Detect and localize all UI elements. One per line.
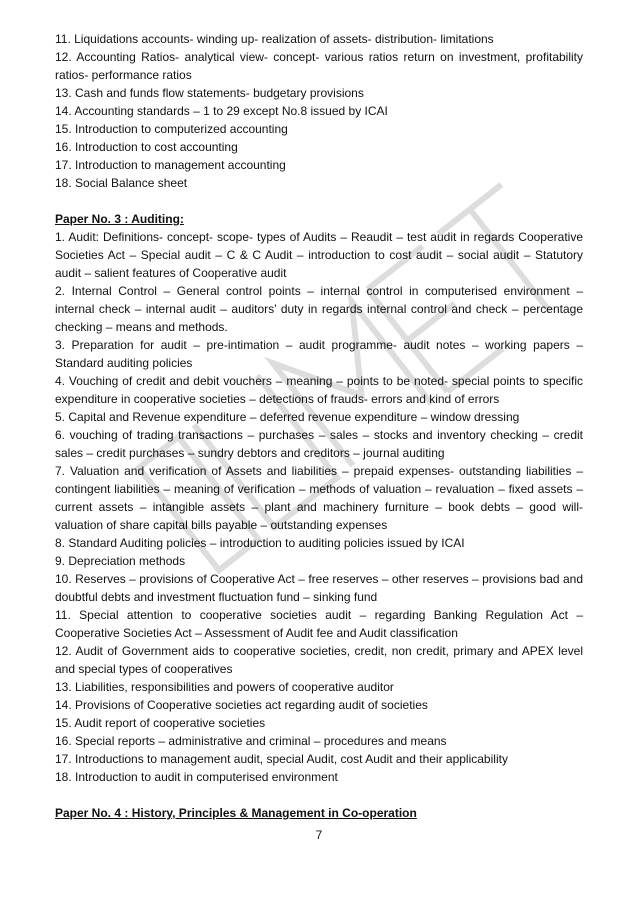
paper-3-heading: Paper No. 3 : Auditing: — [55, 212, 184, 226]
list-item: 14. Provisions of Cooperative societies act regarding audit of societies — [55, 698, 428, 712]
list-item: 1. Audit: Definitions- concept- scope- types of Audits – Reaudit – test audit in regards Cooperative Societies Act – Special audit – C & C Audit – introduction to cost audit – social audit – Statutory audit – salient features of Cooperative audit — [55, 230, 583, 280]
list-item: 16. Special reports – administrative and criminal – procedures and means — [55, 734, 447, 748]
list-item: 13. Cash and funds flow statements- budgetary provisions — [55, 86, 364, 100]
list-item: 12. Accounting Ratios- analytical view- concept- various ratios return on investment, profitability ratios- performance ratios — [55, 50, 583, 82]
accounting-topic-list — [55, 30, 583, 192]
list-item: 17. Introductions to management audit, special Audit, cost Audit and their applicability — [55, 752, 508, 766]
list-item: 9. Depreciation methods — [55, 554, 186, 568]
list-item: 15. Introduction to computerized accounting — [55, 122, 288, 136]
list-item: 2. Internal Control – General control points – internal control in computerised environment – internal check – internal audit – auditors’ duty in regards internal control and check – percentage checking – means and methods. — [55, 284, 583, 334]
list-item: 15. Audit report of cooperative societies — [55, 716, 266, 730]
list-item: 6. vouching of trading transactions – purchases – sales – stocks and inventory checking – credit sales – credit purchases – sundry debtors and creditors – journal auditing — [55, 428, 583, 460]
paper-4-heading: Paper No. 4 : History, Principles & Management in Co-operation — [55, 806, 417, 820]
list-item: 10. Reserves – provisions of Cooperative Act – free reserves – other reserves – provisions bad and doubtful debts and investment fluctuation fund – sinking fund — [55, 572, 583, 604]
list-item: 17. Introduction to management accounting — [55, 158, 286, 172]
list-item: 7. Valuation and verification of Assets and liabilities – prepaid expenses- outstanding liabilities – contingent liabilities – meaning of verification – methods of valuation – revaluation – fixed assets – current assets – intangible assets – plant and machinery furniture – book debts – good will- valuation of share capital bills payable – outstanding expenses — [55, 464, 583, 532]
page-number: 7 — [315, 828, 323, 842]
list-item: 11. Special attention to cooperative societies audit – regarding Banking Regulation Act – Cooperative Societies Act – Assessment of Audit fee and Audit classification — [55, 608, 583, 640]
section-spacer — [55, 192, 583, 210]
list-item: 18. Social Balance sheet — [55, 176, 188, 190]
list-item: 11. Liquidations accounts- winding up- realization of assets- distribution- limitations — [55, 32, 494, 46]
list-item: 14. Accounting standards – 1 to 29 except No.8 issued by ICAI — [55, 104, 388, 118]
list-item: 4. Vouching of credit and debit vouchers – meaning – points to be noted- special points to specific expenditure in cooperative societies – detections of frauds- errors and kind of errors — [55, 374, 583, 406]
section-spacer — [55, 786, 583, 804]
auditing-topic-list — [55, 228, 583, 786]
document-body — [55, 30, 583, 822]
list-item: 13. Liabilities, responsibilities and powers of cooperative auditor — [55, 680, 394, 694]
list-item: 16. Introduction to cost accounting — [55, 140, 238, 154]
list-item: 18. Introduction to audit in computerised environment — [55, 770, 338, 784]
list-item: 12. Audit of Government aids to cooperative societies, credit, non credit, primary and APEX level and special types of cooperatives — [55, 644, 583, 676]
list-item: 5. Capital and Revenue expenditure – deferred revenue expenditure – window dressing — [55, 410, 520, 424]
list-item: 8. Standard Auditing policies – introduction to auditing policies issued by ICAI — [55, 536, 465, 550]
list-item: 3. Preparation for audit – pre-intimation – audit programme- audit notes – working papers – Standard auditing policies — [55, 338, 583, 370]
